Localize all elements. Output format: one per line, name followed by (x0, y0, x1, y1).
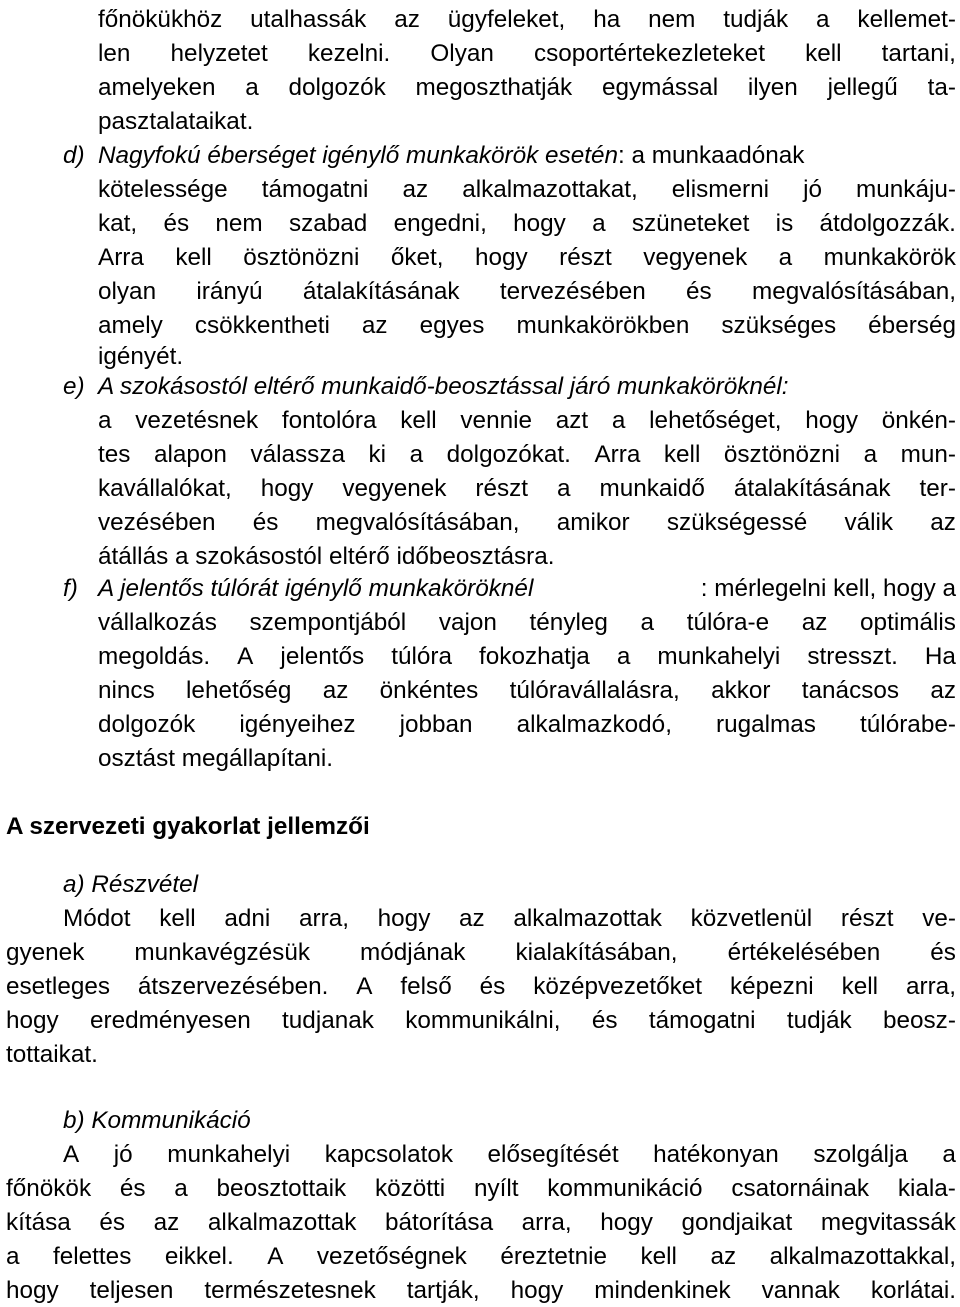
word: munkahelyi (167, 1141, 291, 1168)
word: átdolgozzák. (819, 210, 956, 237)
word: szabad (288, 210, 368, 237)
text-line (98, 409, 956, 433)
word: mindenkinek (594, 1277, 731, 1304)
text-span (63, 907, 956, 931)
word: teljesen (89, 1277, 174, 1304)
text-span (98, 76, 956, 100)
word: tartani, (881, 40, 956, 67)
list-label-f: f) (63, 575, 78, 602)
word: az (930, 509, 956, 536)
text-line (6, 1009, 956, 1033)
word: válik (844, 509, 894, 536)
word: munkáju- (856, 176, 956, 203)
word: csökkentheti (194, 312, 330, 339)
text-line (6, 1177, 956, 1201)
word: kellemet- (857, 6, 956, 33)
text-line (63, 1143, 956, 1167)
word: munkakörök (823, 244, 956, 271)
word: támogatni (261, 176, 369, 203)
word: A (356, 973, 373, 1000)
word: alapon (153, 441, 227, 468)
word: és (252, 509, 279, 536)
word: ösztönözni (723, 441, 841, 468)
word: közvetlenül (690, 905, 813, 932)
word: len (98, 40, 131, 67)
word: az (361, 312, 388, 339)
word: irányú (196, 278, 263, 305)
word: engedni, (393, 210, 487, 237)
word: önkén- (881, 407, 956, 434)
word: alkalmazottakat, (462, 176, 638, 203)
word: túlóra (391, 643, 452, 670)
word: megoldás. (98, 643, 211, 670)
word: közötti (374, 1175, 446, 1202)
text-span (98, 178, 956, 202)
word: is (775, 210, 794, 237)
word: a (942, 1141, 956, 1168)
word: módjának (360, 939, 466, 966)
word: Olyan (430, 40, 494, 67)
word: dolgozók (288, 74, 386, 101)
word: ilyen (747, 74, 798, 101)
word: nincs (98, 677, 155, 704)
word: főnökök (6, 1175, 92, 1202)
word: lehetőséget, (649, 407, 782, 434)
word: dolgozókat. (446, 441, 571, 468)
word: megvitassák (820, 1209, 956, 1236)
text-line (98, 713, 956, 737)
word: kell (663, 441, 701, 468)
text-span (6, 1279, 956, 1303)
word: hatékonyan (653, 1141, 779, 1168)
word: tudják (723, 6, 789, 33)
list-item-f-first-rest: : mérlegelni kell, hogy a (700, 575, 956, 602)
word: nem (648, 6, 696, 33)
word: eikkel. (164, 1243, 234, 1270)
word: eredményesen (90, 1007, 251, 1034)
list-item-d-title: Nagyfokú éberséget igénylő munkakörök esetén (98, 142, 618, 169)
word: tanácsos (801, 677, 900, 704)
word: az (459, 905, 485, 932)
word: hogy (474, 244, 528, 271)
word: a (616, 643, 631, 670)
word: szükséges (721, 312, 837, 339)
word: és (119, 1175, 146, 1202)
word: és (591, 1007, 618, 1034)
word: Ha (924, 643, 956, 670)
word: részt (559, 244, 612, 271)
text-line (98, 679, 956, 703)
text-line (63, 907, 956, 931)
word: hogy (513, 210, 566, 237)
list-item-e-title: A szokásostól eltérő munkaidő-beosztással járó munkaköröknél: (98, 373, 789, 400)
word: jobban (399, 711, 473, 738)
word: kiala- (897, 1175, 956, 1202)
word: a (863, 441, 878, 468)
word: kell (175, 244, 212, 271)
word: kötelessége (98, 176, 228, 203)
text-line (98, 42, 956, 66)
text-span (98, 611, 956, 635)
word: kommunikáció (547, 1175, 703, 1202)
text-line (6, 975, 956, 999)
text-line: tottaikat. (6, 1041, 98, 1068)
word: hogy (6, 1277, 59, 1304)
word: utalhassák (250, 6, 367, 33)
word: felettes (53, 1243, 132, 1270)
text-span (98, 443, 956, 467)
word: jó (803, 176, 822, 203)
text-span (63, 1143, 956, 1167)
word: jó (113, 1141, 133, 1168)
word: csoportértekezleteket (534, 40, 765, 67)
word: igényeihez (239, 711, 356, 738)
word: vegyenek (643, 244, 748, 271)
word: esetleges (6, 973, 111, 1000)
word: főnökükhöz (98, 6, 223, 33)
word: Arra (98, 244, 144, 271)
text-span (6, 1177, 956, 1201)
word: vennie (460, 407, 533, 434)
word: A (267, 1243, 284, 1270)
word: és (686, 278, 712, 305)
word: önkéntes (379, 677, 479, 704)
text-span (98, 314, 956, 338)
subheading-b: b) Kommunikáció (63, 1107, 251, 1134)
word: és (479, 973, 506, 1000)
word: ve- (922, 905, 956, 932)
word: hogy (377, 905, 431, 932)
word: ösztönözni (243, 244, 360, 271)
word: a (245, 74, 259, 101)
word: fontolóra (281, 407, 377, 434)
word: szempontjából (249, 609, 407, 636)
word: a (640, 609, 655, 636)
word: és (930, 939, 956, 966)
word: tudják (786, 1007, 852, 1034)
text-span (6, 975, 956, 999)
word: fokozhatja (479, 643, 590, 670)
text-line: osztást megállapítani. (98, 745, 333, 772)
word: őket, (390, 244, 444, 271)
text-line (6, 1245, 956, 1269)
text-line (6, 941, 956, 965)
word: A (237, 643, 254, 670)
word: kommunikálni, (405, 1007, 561, 1034)
word: szolgálja (813, 1141, 908, 1168)
text-line (98, 511, 956, 535)
word: ki (368, 441, 387, 468)
list-item-d-first-rest: : a munkaadónak (618, 142, 805, 169)
word: a (557, 475, 571, 502)
word: bátorítása (385, 1209, 494, 1236)
word: az (402, 176, 429, 203)
word: helyzetet (170, 40, 268, 67)
word: Módot (63, 905, 131, 932)
word: stresszt. (807, 643, 898, 670)
word: akkor (711, 677, 771, 704)
word: kat, (98, 210, 138, 237)
word: azt (555, 407, 589, 434)
text-line (98, 280, 956, 304)
word: az (801, 609, 828, 636)
word: kapcsolatok (324, 1141, 453, 1168)
text-span (98, 409, 956, 433)
word: jelentős (280, 643, 365, 670)
text-line (98, 178, 956, 202)
word: éreztetnie (500, 1243, 608, 1270)
word: ügyfeleket, (447, 6, 566, 33)
word: részt (475, 475, 529, 502)
word: alkalmazottak (207, 1209, 357, 1236)
text-line (98, 611, 956, 635)
word: hogy (6, 1007, 59, 1034)
word: nyílt (473, 1175, 519, 1202)
word: vegyenek (342, 475, 447, 502)
word: vannak (761, 1277, 840, 1304)
word: beosztottaik (216, 1175, 347, 1202)
word: alkalmazkodó, (516, 711, 672, 738)
word: ter- (919, 475, 956, 502)
word: alkalmazottakkal, (769, 1243, 956, 1270)
word: nem (215, 210, 263, 237)
word: és (163, 210, 190, 237)
word: egymással (601, 74, 719, 101)
text-span (98, 246, 956, 270)
word: munkahelyi (657, 643, 781, 670)
word: átalakításának (733, 475, 891, 502)
text-span (98, 713, 956, 737)
word: a (174, 1175, 188, 1202)
list-item-f-first-line (98, 577, 956, 601)
word: tervezésében (499, 278, 646, 305)
text-line (6, 1279, 956, 1303)
text-span (6, 941, 956, 965)
word: és (99, 1209, 126, 1236)
word: átalakításának (302, 278, 460, 305)
word: csatornáinak (731, 1175, 870, 1202)
word: mun- (900, 441, 956, 468)
list-item-f-title: A jelentős túlórát igénylő munkaköröknél (98, 575, 534, 602)
word: az (394, 6, 420, 33)
word: kell (159, 905, 196, 932)
word: túlóra-e (686, 609, 770, 636)
text-span (98, 280, 956, 304)
word: Arra (594, 441, 641, 468)
word: felső (400, 973, 452, 1000)
word: munkakörökben (516, 312, 690, 339)
word: középvezetőket (533, 973, 703, 1000)
text-line (98, 314, 956, 338)
word: ta- (927, 74, 956, 101)
word: a (409, 441, 424, 468)
text-span (98, 212, 956, 236)
word: hogy (510, 1277, 564, 1304)
word: A (63, 1141, 80, 1168)
word: gondjaikat (681, 1209, 793, 1236)
word: optimális (860, 609, 956, 636)
word: kell (400, 407, 437, 434)
word: részt (840, 905, 894, 932)
word: gyenek (6, 939, 85, 966)
word: elismerni (671, 176, 770, 203)
word: kialakításában, (515, 939, 678, 966)
word: túlóravállalásra, (509, 677, 680, 704)
text-line: igényét. (98, 343, 184, 370)
word: a (592, 210, 606, 237)
word: átszervezésében. (137, 973, 329, 1000)
word: természetesnek (204, 1277, 376, 1304)
word: vállalkozás (98, 609, 217, 636)
word: kavállalókat, (98, 475, 232, 502)
text-span (98, 679, 956, 703)
word: kell (841, 973, 879, 1000)
text-span (6, 1211, 956, 1235)
word: az (153, 1209, 180, 1236)
word: a (611, 407, 626, 434)
word: vezetőségnek (316, 1243, 467, 1270)
word: szükségessé (666, 509, 808, 536)
word: amelyeken (98, 74, 216, 101)
word: munkaidő (599, 475, 705, 502)
word: vezésében (98, 509, 216, 536)
word: hogy (260, 475, 314, 502)
text-line: átállás a szokásostól eltérő időbeosztásra. (98, 543, 555, 570)
word: hogy (805, 407, 858, 434)
word: kell (805, 40, 842, 67)
word: amikor (556, 509, 630, 536)
text-span (98, 477, 956, 501)
word: vezetésnek (135, 407, 259, 434)
word: a (6, 1243, 20, 1270)
word: tartják, (406, 1277, 480, 1304)
section-heading: A szervezeti gyakorlat jellemzői (6, 813, 370, 840)
word: munkavégzésük (134, 939, 310, 966)
word: szüneteket (631, 210, 750, 237)
word: vajon (438, 609, 497, 636)
word: túlórabe- (860, 711, 956, 738)
word: elősegítését (487, 1141, 619, 1168)
text-line (98, 76, 956, 100)
word: lehetőség (186, 677, 292, 704)
text-line (98, 443, 956, 467)
word: válassza (250, 441, 345, 468)
text-line (6, 1211, 956, 1235)
word: egyes (419, 312, 485, 339)
text-line (98, 246, 956, 270)
word: éberség (868, 312, 956, 339)
word: tényleg (529, 609, 608, 636)
word: jellegű (827, 74, 898, 101)
list-item-d-first-line (98, 144, 804, 168)
text-span (6, 1009, 956, 1033)
text-span (98, 645, 956, 669)
word: tes (98, 441, 131, 468)
text-span (98, 42, 956, 66)
text-line (98, 645, 956, 669)
word: adni (224, 905, 271, 932)
word: kítása (6, 1209, 71, 1236)
word: a (98, 407, 112, 434)
word: hogy (600, 1209, 653, 1236)
word: az (322, 677, 349, 704)
text-line (98, 212, 956, 236)
word: megvalósításában, (752, 278, 956, 305)
text-span (98, 511, 956, 535)
text-line (98, 477, 956, 501)
word: alkalmazottak (513, 905, 662, 932)
word: az (930, 677, 956, 704)
text-span (98, 8, 956, 32)
word: az (710, 1243, 737, 1270)
word: megoszthatják (415, 74, 573, 101)
text-line (98, 8, 956, 32)
list-label-e: e) (63, 373, 85, 400)
word: értékelésében (727, 939, 881, 966)
word: a (778, 244, 793, 271)
word: arra, (905, 973, 956, 1000)
word: a (816, 6, 830, 33)
word: arra, (521, 1209, 572, 1236)
word: megvalósításában, (315, 509, 520, 536)
text-line: pasztalataikat. (98, 108, 254, 135)
word: ha (593, 6, 621, 33)
word: képezni (729, 973, 814, 1000)
word: dolgozók (98, 711, 196, 738)
word: támogatni (648, 1007, 756, 1034)
word: beosz- (883, 1007, 956, 1034)
word: korlátai. (870, 1277, 956, 1304)
list-label-d: d) (63, 142, 85, 169)
word: tudjanak (282, 1007, 374, 1034)
word: arra, (299, 905, 349, 932)
word: kezelni. (307, 40, 391, 67)
word: rugalmas (716, 711, 816, 738)
subheading-a: a) Részvétel (63, 871, 199, 898)
text-span (6, 1245, 956, 1269)
word: amely (98, 312, 163, 339)
word: olyan (98, 278, 157, 305)
word: kell (640, 1243, 677, 1270)
